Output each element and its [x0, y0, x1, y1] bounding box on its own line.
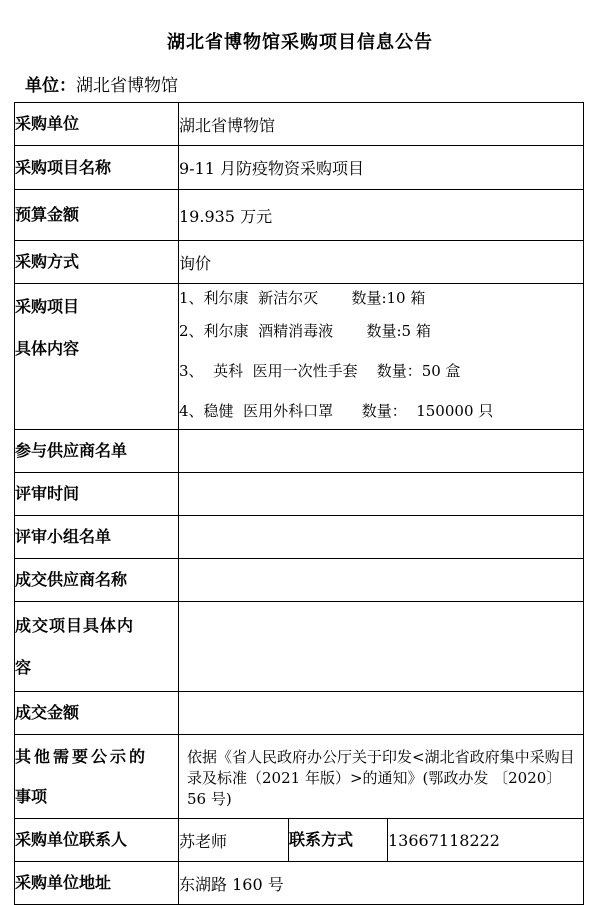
contact-cell — [179, 819, 584, 862]
table-row — [15, 103, 584, 146]
contact-label: 采购单位联系人 — [15, 819, 179, 862]
winner-content-label-line1: 成交项目具体内 — [15, 615, 135, 635]
table-row — [15, 241, 584, 284]
winner-value — [179, 559, 584, 602]
list-item: 2、利尔康 酒精消毒液 数量:5 箱 — [179, 322, 431, 340]
other-label-line2: 事项 — [15, 786, 48, 806]
table-row — [15, 473, 584, 516]
unit-line — [25, 71, 178, 96]
budget-value: 19.935 万元 — [179, 190, 584, 241]
table-row — [15, 430, 584, 473]
contact-subrow — [179, 819, 583, 861]
unit-label: 单位： — [25, 76, 76, 96]
address-value: 东湖路 160 号 — [179, 862, 584, 905]
list-item: 4、稳健 医用外科口罩 数量： 150000 只 — [179, 402, 494, 420]
other-value: 依据《省人民政府办公厅关于印发<湖北省政府集中采购目录及标准（2021 年版）>的通知》(鄂政办发 〔2020〕56 号) — [179, 735, 584, 819]
winner-content-label — [15, 602, 179, 692]
budget-label: 预算金额 — [15, 190, 179, 241]
other-label — [15, 735, 179, 819]
list-item: 3、 英科 医用一次性手套 数量：50 盒 — [179, 362, 461, 380]
table-row — [15, 146, 584, 190]
contact-value: 苏老师 — [179, 819, 289, 861]
review-panel-label: 评审小组名单 — [15, 516, 179, 559]
review-panel-value — [179, 516, 584, 559]
winner-label: 成交供应商名称 — [15, 559, 179, 602]
content-label-line2: 具体内容 — [15, 339, 80, 358]
content-items — [179, 284, 584, 430]
table-row — [15, 819, 584, 862]
content-label-line1: 采购项目 — [15, 297, 80, 316]
other-label-line1: 其他需要公示的 — [15, 746, 149, 766]
page-title: 湖北省博物馆采购项目信息公告 — [167, 32, 433, 53]
table-row — [15, 692, 584, 735]
table-row — [15, 284, 584, 430]
method-value: 询价 — [179, 241, 584, 284]
review-time-label: 评审时间 — [15, 473, 179, 516]
purchaser-label: 采购单位 — [15, 103, 179, 146]
project-name-value: 9-11 月防疫物资采购项目 — [179, 146, 584, 190]
amount-value — [179, 692, 584, 735]
contact-subtable — [179, 819, 583, 861]
project-name-label: 采购项目名称 — [15, 146, 179, 190]
suppliers-value — [179, 430, 584, 473]
content-label — [15, 284, 179, 430]
info-table — [14, 102, 584, 905]
method-label: 采购方式 — [15, 241, 179, 284]
table-row — [15, 516, 584, 559]
amount-label: 成交金额 — [15, 692, 179, 735]
winner-content-label-line2: 容 — [15, 657, 32, 677]
phone-value: 13667118222 — [388, 830, 500, 850]
table-row — [15, 602, 584, 692]
phone-label: 联系方式 — [289, 819, 388, 861]
address-label: 采购单位地址 — [15, 862, 179, 905]
purchaser-value: 湖北省博物馆 — [179, 103, 584, 146]
winner-content-value — [179, 602, 584, 692]
table-row — [15, 190, 584, 241]
suppliers-label: 参与供应商名单 — [15, 430, 179, 473]
unit-value: 湖北省博物馆 — [76, 76, 178, 96]
review-time-value — [179, 473, 584, 516]
table-row — [15, 862, 584, 905]
table-row — [15, 735, 584, 819]
table-row — [15, 559, 584, 602]
list-item: 1、利尔康 新洁尔灭 数量:10 箱 — [179, 289, 426, 307]
